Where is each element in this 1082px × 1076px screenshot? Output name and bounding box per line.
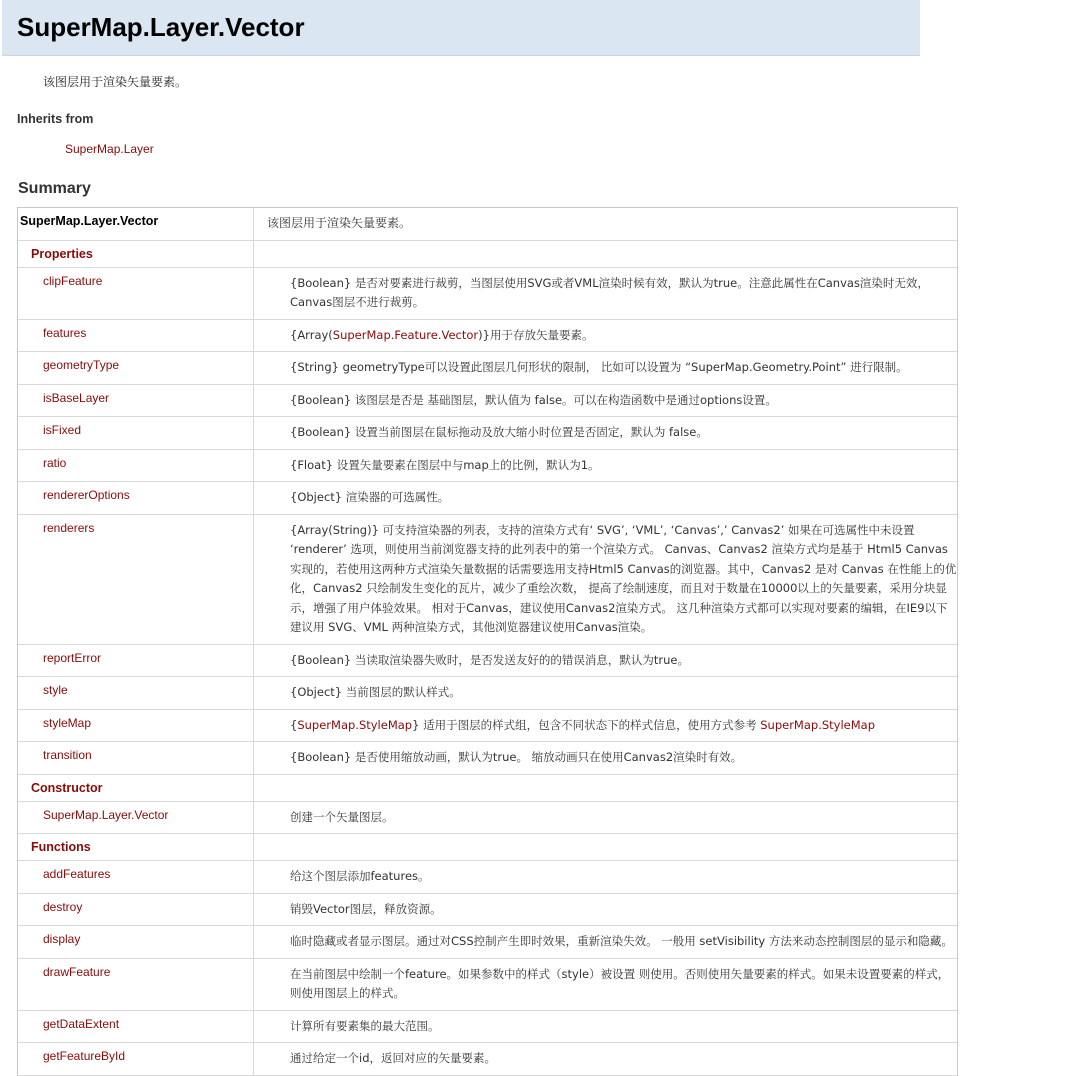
function-link[interactable]: drawFeature [43, 964, 111, 979]
property-link[interactable]: renderers [43, 520, 95, 535]
summary-top-row [18, 208, 957, 241]
table-row [18, 677, 957, 710]
property-link[interactable]: ratio [43, 455, 67, 470]
property-link[interactable]: transition [43, 748, 92, 762]
table-row [18, 710, 957, 743]
function-description: 通过给定一个id，返回对应的矢量要素。 [290, 1051, 496, 1065]
table-row [18, 926, 957, 959]
table-row [18, 417, 957, 450]
reference-link[interactable]: SuperMap.StyleMap [760, 717, 876, 732]
property-link[interactable]: rendererOptions [43, 488, 130, 502]
property-description: {Object} 当前图层的默认样式。 [290, 685, 461, 699]
property-link[interactable]: styleMap [43, 715, 92, 730]
table-row [18, 352, 957, 385]
table-row [18, 1043, 957, 1076]
table-row [18, 894, 957, 927]
property-description: {Object} 渲染器的可选属性。 [290, 490, 450, 504]
table-row [18, 320, 957, 353]
function-link[interactable]: display [43, 932, 81, 946]
title-bar [2, 0, 920, 56]
group-row-constructor [18, 775, 957, 802]
property-link[interactable]: isFixed [43, 423, 82, 437]
table-row [18, 268, 957, 320]
function-link[interactable]: getDataExtent [43, 1016, 120, 1031]
function-link[interactable]: destroy [43, 899, 83, 914]
constructor-description: 创建一个矢量图层。 [290, 809, 394, 824]
function-description: 临时隐藏或者显示图层。通过对CSS控制产生即时效果，重新渲染失效。 一般用 setVisibility 方法来动态控制图层的显示和隐藏。 [290, 934, 953, 948]
property-description: {Boolean} 当读取渲染器失败时，是否发送友好的的错误消息，默认为true。 [290, 652, 689, 667]
group-row-properties [18, 241, 957, 268]
function-description: 给这个图层添加features。 [290, 869, 430, 883]
page-title: SuperMap.Layer.Vector [17, 12, 305, 42]
type-link[interactable]: SuperMap.Feature.Vector [332, 327, 479, 342]
property-link[interactable]: clipFeature [43, 273, 103, 288]
table-row [18, 450, 957, 483]
property-link[interactable]: reportError [43, 650, 102, 665]
group-heading-constructor: Constructor [18, 775, 254, 801]
summary-heading: Summary [18, 180, 91, 197]
class-description: 该图层用于渲染矢量要素。 [267, 216, 412, 230]
summary-table [17, 207, 958, 1076]
table-row [18, 385, 957, 418]
property-description: {Boolean} 是否对要素进行裁剪，当图层使用SVG或者VML渲染时候有效，默认为true。注意此属性在Canvas渲染时无效，Canvas图层不进行裁剪。 [290, 275, 929, 309]
table-row [18, 645, 957, 678]
property-description: {Boolean} 是否使用缩放动画，默认为true。 缩放动画只在使用Canvas2渲染时有效。 [290, 750, 743, 764]
property-link[interactable]: style [43, 683, 68, 697]
function-link[interactable]: getFeatureById [43, 1049, 126, 1063]
inherits-heading: Inherits from [17, 112, 94, 126]
property-link[interactable]: features [43, 325, 87, 340]
page-description: 该图层用于渲染矢量要素。 [43, 75, 188, 89]
table-row [18, 861, 957, 894]
property-link[interactable]: isBaseLayer [43, 390, 110, 405]
property-description: {Array(String)} 可支持渲染器的列表，支持的渲染方式有‘ SVG’, ‘VML’, ‘Canvas’,’ Canvas2’ 如果在可选属性中未设置 ‘renderer’ 选项，则使用当前浏览器支持的此列表中的第一个渲染方式。 Canvas、Canvas2 渲染方式均是基于 Html5 Canvas 实现的，若使用这两种方式渲染矢量数据的话需要选用支持Html5 Canvas的浏览器。其中，Canvas2 是对 Canvas 在性能上的优化，Canvas2 只绘制发生变化的瓦片，减少了重绘次数， 提高了绘制速度，而且对于数量在10000以上的矢量要素，采用分块显示，增强了用户体验效果。 相对于Canvas，建议使用Canvas2渲染方式。 这几种渲染方式都可以实现对要素的编辑，在IE9以下建议用 SVG、VML 两种渲染方式，其他浏览器建议使用Canvas渲染。 [290, 522, 957, 634]
property-description: {String} geometryType可以设置此图层几何形状的限制， 比如可以设置为 “SuperMap.Geometry.Point” 进行限制。 [290, 360, 908, 374]
property-link[interactable]: geometryType [43, 358, 120, 372]
function-description: 在当前图层中绘制一个feature。如果参数中的样式（style）被设置 则使用。否则使用矢量要素的样式。如果未设置要素的样式，则使用图层上的样式。 [290, 966, 950, 1000]
group-row-functions [18, 834, 957, 861]
property-description: {Boolean} 该图层是否是 基础图层，默认值为 false。可以在构造函数中是通过options设置。 [290, 392, 777, 407]
table-row [18, 482, 957, 515]
type-link[interactable]: SuperMap.StyleMap [297, 717, 413, 732]
property-description: {SuperMap.StyleMap} 适用于图层的样式组，包含不同状态下的样式信息，使用方式参考 SuperMap.StyleMap [290, 717, 876, 732]
table-row [18, 742, 957, 775]
table-row [18, 959, 957, 1011]
property-description: {Array(SuperMap.Feature.Vector)}用于存放矢量要素。 [290, 327, 594, 342]
table-row [18, 1011, 957, 1044]
class-name: SuperMap.Layer.Vector [18, 208, 254, 240]
function-description: 销毁Vector图层，释放资源。 [290, 901, 442, 916]
function-description: 计算所有要素集的最大范围。 [290, 1018, 440, 1033]
table-row [18, 515, 957, 645]
inherits-link[interactable]: SuperMap.Layer [65, 142, 154, 156]
constructor-link[interactable]: SuperMap.Layer.Vector [43, 807, 169, 822]
function-link[interactable]: addFeatures [43, 867, 111, 881]
property-description: {Float} 设置矢量要素在图层中与map上的比例，默认为1。 [290, 457, 600, 472]
table-row [18, 802, 957, 835]
group-heading-functions: Functions [18, 834, 254, 860]
group-heading-properties: Properties [18, 241, 254, 267]
property-description: {Boolean} 设置当前图层在鼠标拖动及放大缩小时位置是否固定，默认为 false。 [290, 425, 708, 439]
